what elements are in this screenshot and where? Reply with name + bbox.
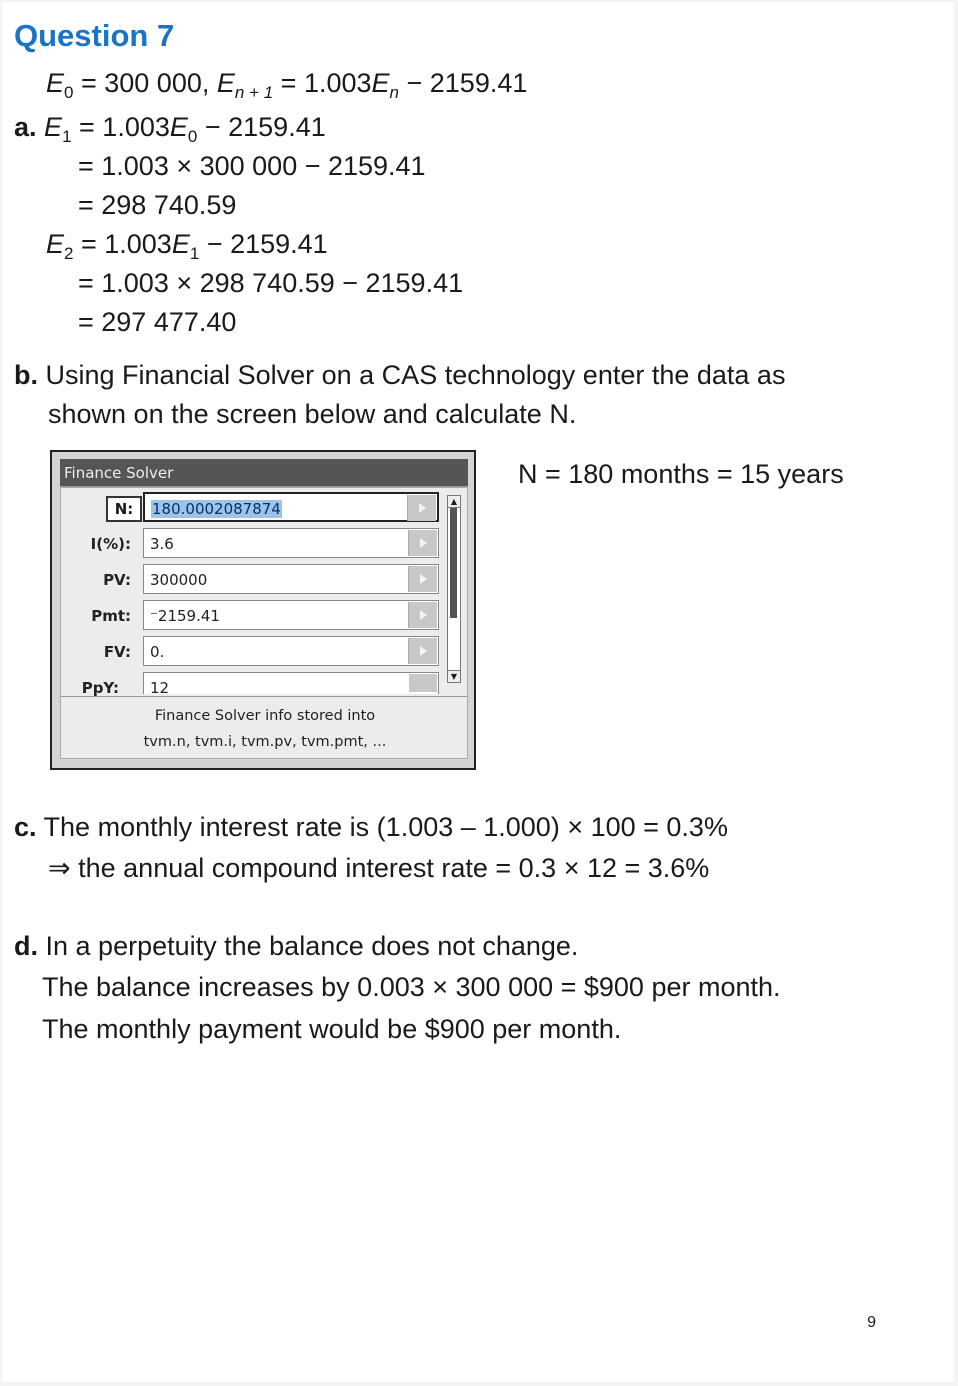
field-ppy-input[interactable]: 12 xyxy=(143,672,439,694)
part-a-line-3: = 298 740.59 xyxy=(78,190,237,220)
part-a-line-5: = 1.003 × 298 740.59 − 2159.41 xyxy=(78,268,464,298)
field-label-pmt: Pmt: xyxy=(91,607,131,625)
part-a-line-2: = 1.003 × 300 000 − 2159.41 xyxy=(78,151,426,181)
info-line-1: Finance Solver info stored into xyxy=(154,708,376,724)
arrow-right-icon[interactable] xyxy=(408,566,437,592)
finance-solver-title: Finance Solver xyxy=(60,459,468,487)
arrow-right-icon[interactable] xyxy=(408,602,437,628)
part-b-line-1: b. Using Financial Solver on a CAS technology enter the data as xyxy=(14,360,786,390)
arrow-right-icon[interactable] xyxy=(408,638,437,664)
scroll-down-icon[interactable]: ▼ xyxy=(447,670,461,683)
spinner-icon[interactable] xyxy=(409,674,437,692)
field-fv-input[interactable]: 0. xyxy=(143,636,439,666)
field-n-input[interactable] xyxy=(143,492,439,522)
part-a-line-1: a. $E_1 = 1.003E_0 - 2159.41$ xyxy=(14,112,326,146)
part-b-line-2: shown on the screen below and calculate N. xyxy=(48,399,577,429)
field-label-pv: PV: xyxy=(103,571,131,589)
field-label-n: N: xyxy=(106,496,142,522)
question-title: Question 7 xyxy=(14,18,175,53)
divider xyxy=(61,696,467,697)
part-d-line-1: d. In a perpetuity the balance does not change. xyxy=(14,931,579,961)
part-a-line-6: = 297 477.40 xyxy=(78,307,237,337)
part-d-line-2: The balance increases by 0.003 × 300 000 = $900 per month. xyxy=(42,972,781,1002)
page-number: 9 xyxy=(867,1314,876,1331)
finance-solver-screen xyxy=(50,450,476,770)
part-b-result: N = 180 months = 15 years xyxy=(518,459,844,489)
scrollbar[interactable] xyxy=(447,495,461,683)
part-d-line-3: The monthly payment would be $900 per month. xyxy=(42,1014,622,1044)
scrollbar-thumb[interactable] xyxy=(450,508,457,618)
field-label-interest: I(%): xyxy=(90,535,131,553)
finance-solver-body xyxy=(60,487,468,759)
field-interest-input[interactable]: 3.6 xyxy=(143,528,439,558)
part-a-line-4: $E_2 = 1.003E_1 - 2159.41$ xyxy=(46,229,328,263)
page xyxy=(2,2,954,1382)
field-n-value: 180.0002087874 xyxy=(152,500,281,518)
field-label-fv: FV: xyxy=(103,643,131,661)
field-pv-input[interactable]: 300000 xyxy=(143,564,439,594)
part-c-line-2: ⇒ the annual compound interest rate = 0.3 × 12 = 3.6% xyxy=(48,853,710,883)
field-label-ppy: PpY: xyxy=(81,679,119,697)
info-line-2: tvm.n, tvm.i, tvm.pv, tvm.pmt, ... xyxy=(143,734,387,750)
scroll-up-icon[interactable]: ▲ xyxy=(447,495,461,508)
arrow-right-icon[interactable] xyxy=(407,495,436,521)
arrow-right-icon[interactable] xyxy=(408,530,437,556)
field-pmt-input[interactable]: ⁻2159.41 xyxy=(143,600,439,630)
part-c-line-1: c. The monthly interest rate is (1.003 – 1.000) × 100 = 0.3% xyxy=(14,812,728,842)
recurrence-definition: $E_0 = 300$ 000, $E_{n + 1} = 1.003E_n - 2159.41$ xyxy=(46,68,528,102)
